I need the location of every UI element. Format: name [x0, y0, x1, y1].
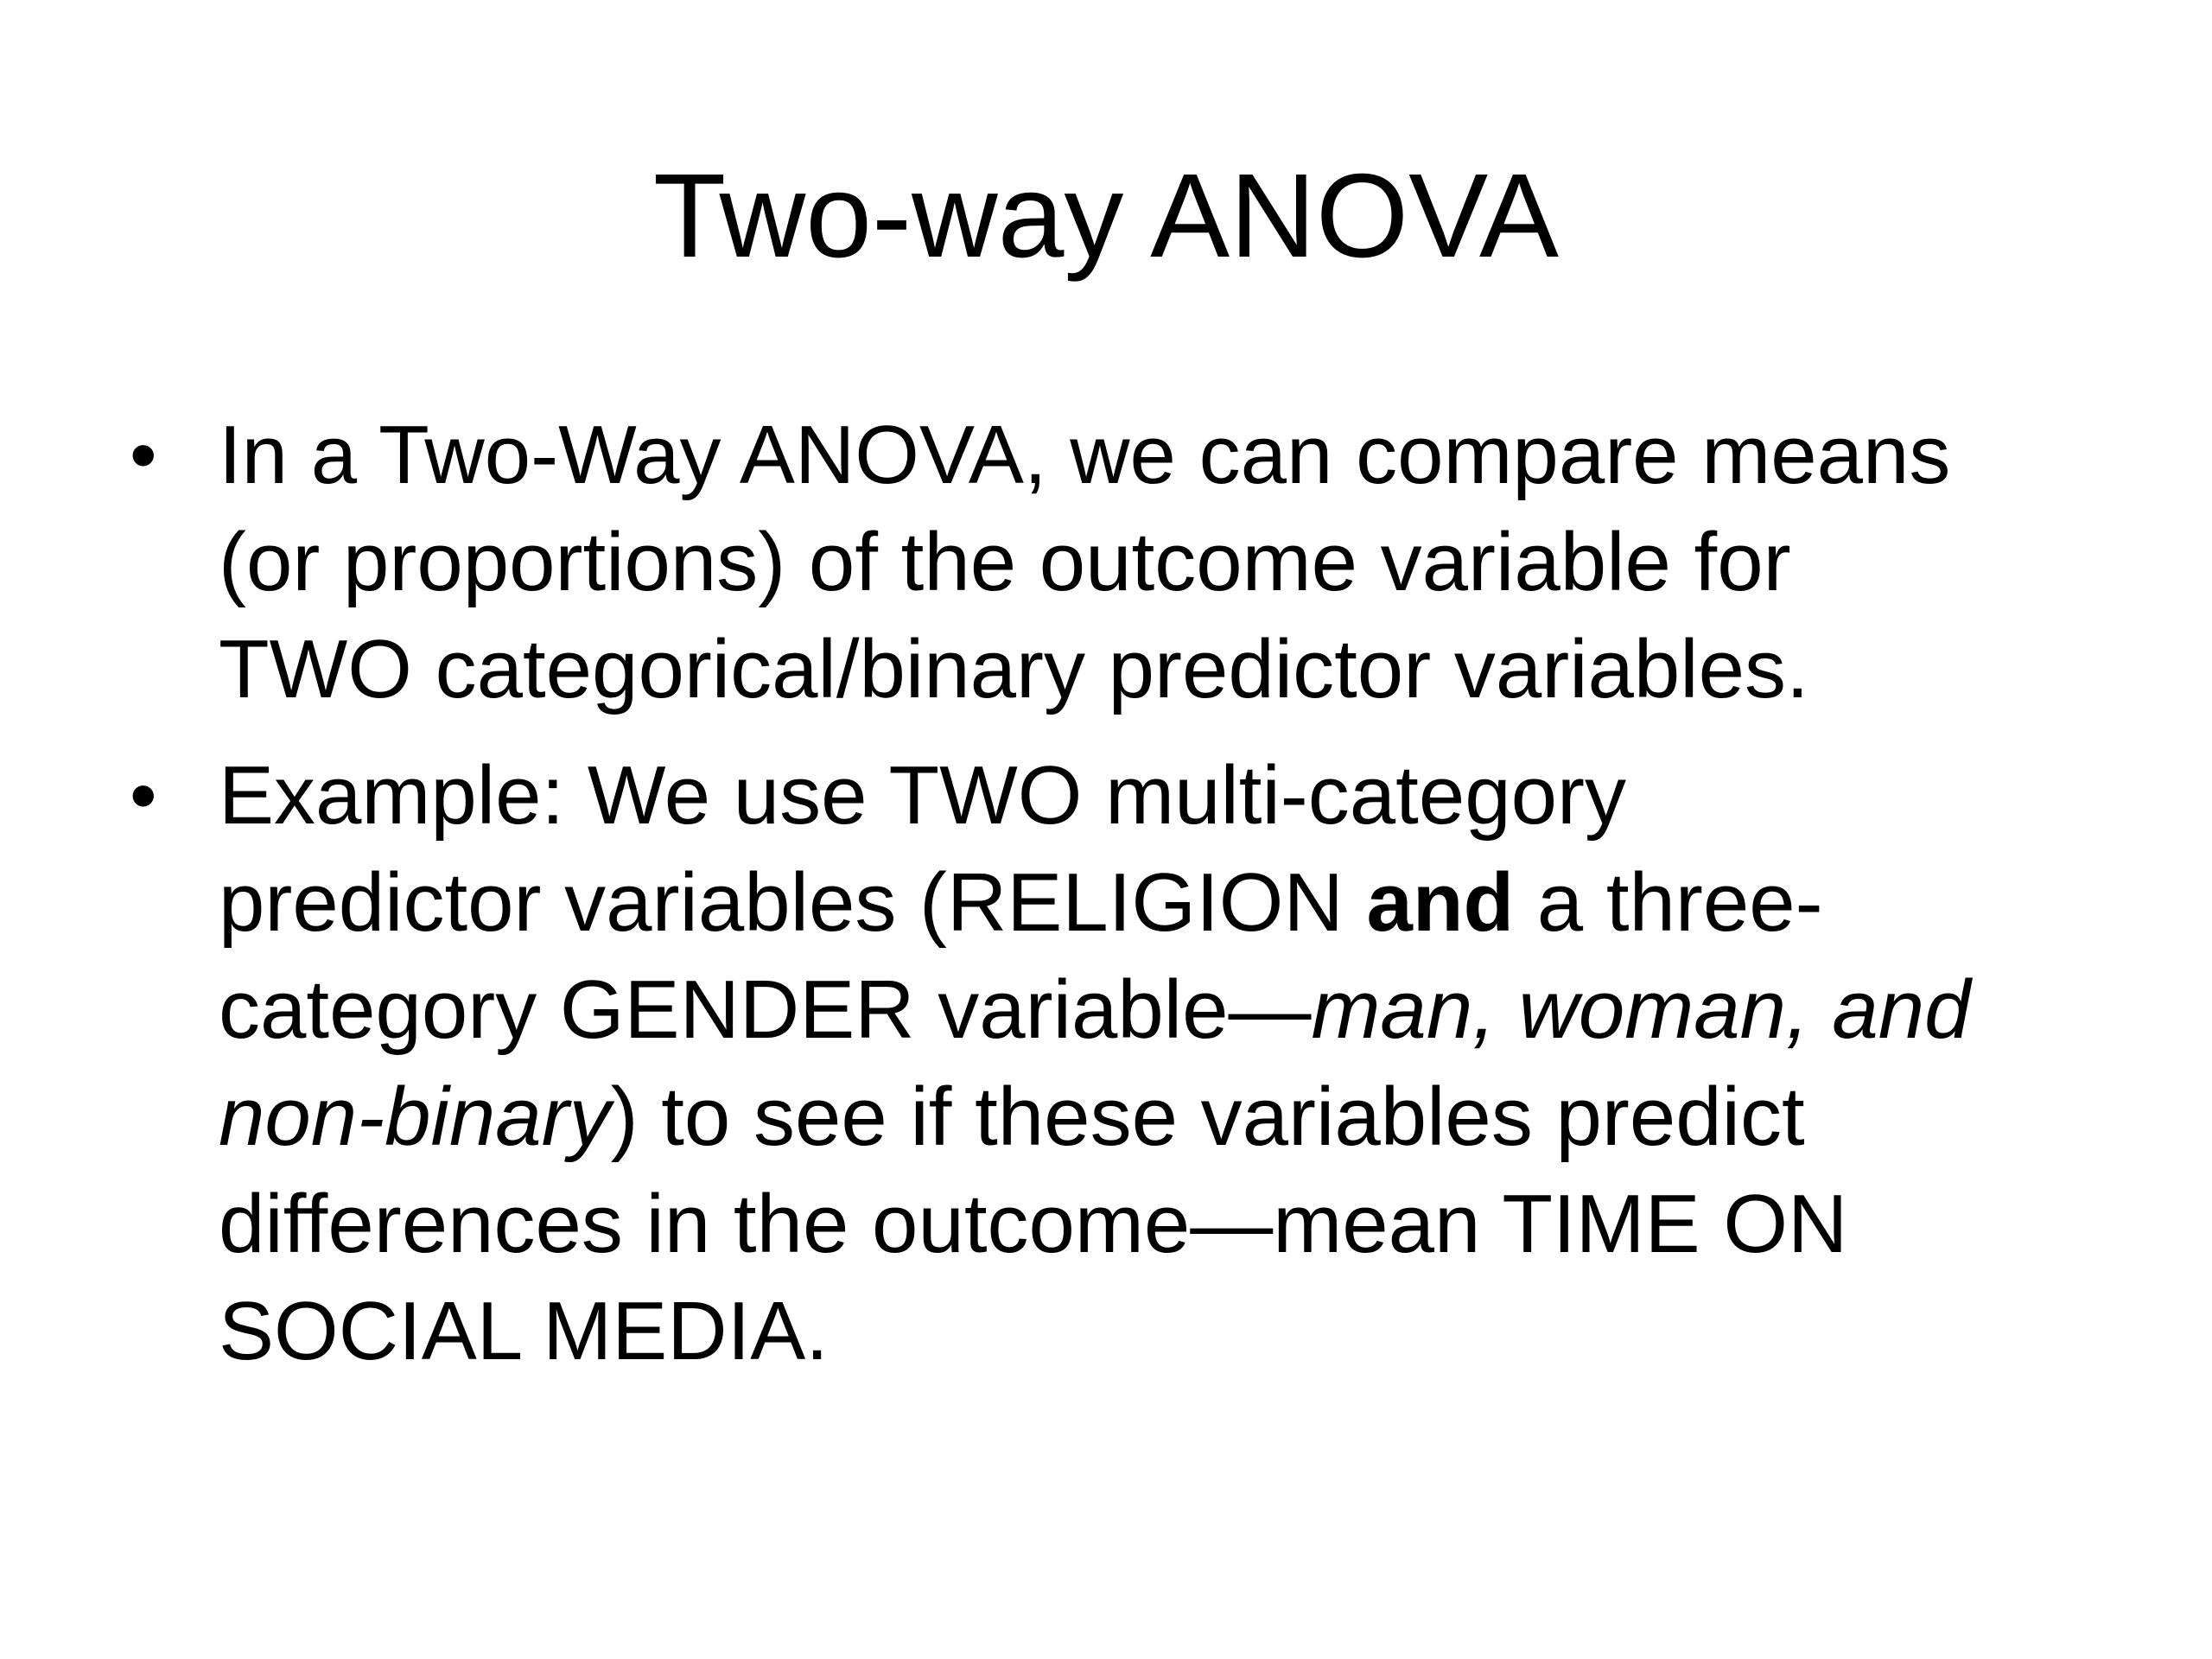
bullet-text-line: Example: We use TWO multi-category [219, 749, 1626, 842]
bullet-text-line [219, 957, 2117, 1064]
text-run: a three- [1514, 856, 1823, 949]
bullet-text-line: differences in the outcome—mean TIME ON [219, 1178, 1848, 1270]
bullet-icon: • [130, 412, 157, 499]
italic-text: man, woman, and [1311, 963, 1971, 1056]
bullet-text-line: SOCIAL MEDIA. [219, 1285, 829, 1377]
bullet-icon: • [130, 753, 157, 839]
bullet-text-line [219, 1064, 2117, 1171]
italic-text: non-binary [219, 1071, 611, 1163]
text-run: ) to see if these variables predict [610, 1071, 1805, 1163]
bullet-item-example [130, 742, 2117, 1385]
slide-title: Two-way ANOVA [652, 149, 1560, 283]
bullet-item-definition [130, 402, 2117, 723]
text-run: category GENDER variable— [219, 963, 1312, 1056]
text-run: predictor variables (RELIGION [219, 856, 1367, 949]
bullet-text-line: TWO categorical/binary predictor variables. [219, 623, 1809, 715]
bold-text: and [1366, 856, 1515, 949]
bullet-list [130, 402, 2117, 1385]
bullet-text-line: In a Two-Way ANOVA, we can compare means [219, 409, 1951, 501]
bullet-text-line [219, 849, 2117, 957]
bullet-text-line: (or proportions) of the outcome variable for [219, 516, 1791, 608]
